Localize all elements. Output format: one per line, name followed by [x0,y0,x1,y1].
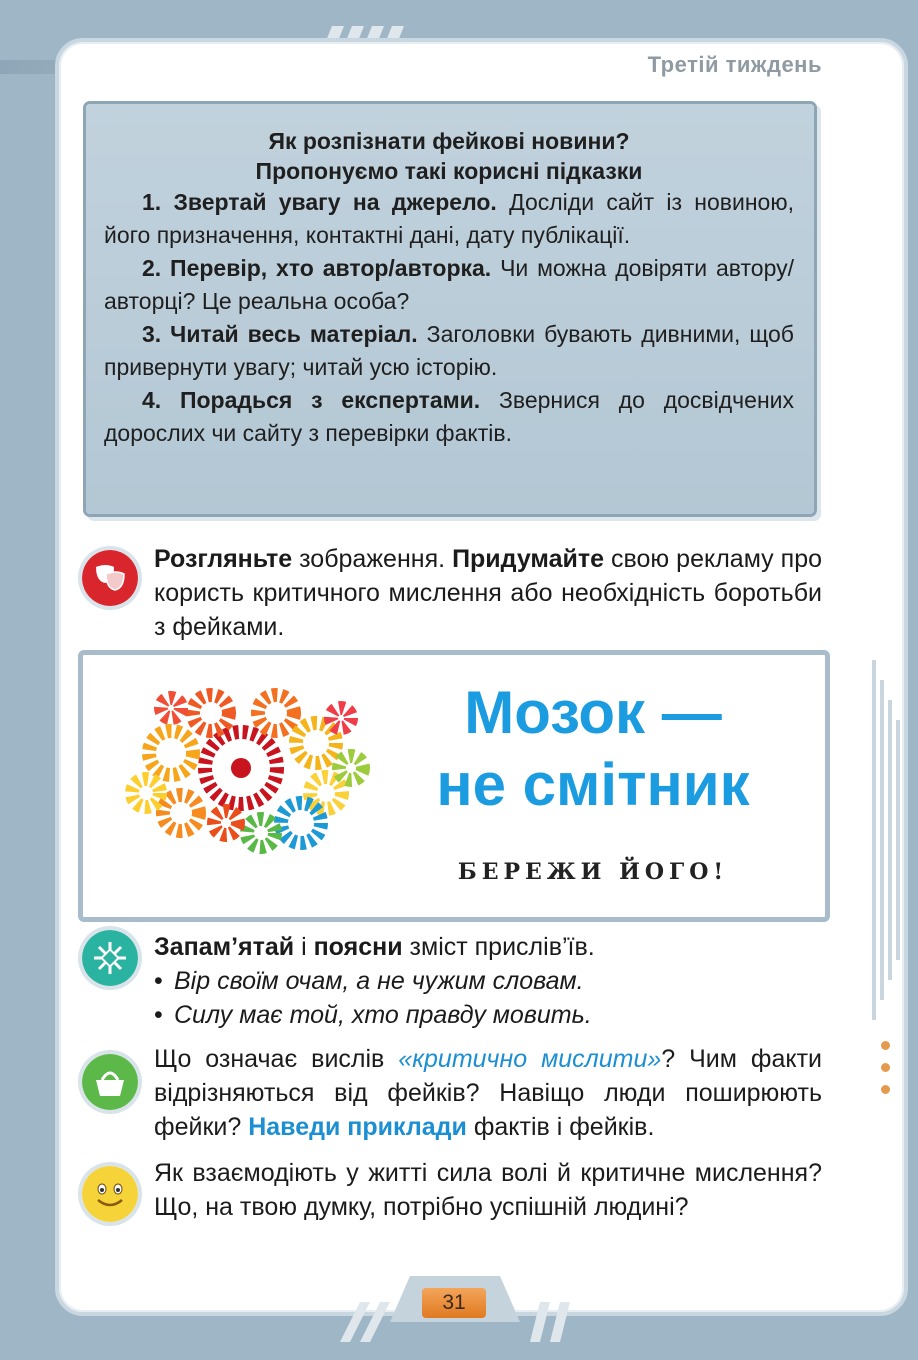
page-number: 31 [422,1288,486,1318]
side-dots-decor [880,1040,894,1106]
poster-title: Мозок — не смітник [436,679,750,818]
proverb-1: • Вір своїм очам, а не чужим словам. [154,964,822,998]
tip-item-2: 2. Перевір, хто автор/авторка. Чи можна довіряти автору/авторці? Це реальна особа? [104,255,794,314]
task-willpower-text: Як взаємодіють у житті сила волі й критичне мислення? Що, на твою думку, потрібно успішній людині? [154,1159,822,1221]
fake-news-tips-box [86,104,814,514]
task-critical-thinking-text: Що означає вислів «критично мислити»? Чим факти відрізняються від фейків? Навіщо люди поширюють фейки? Наведи приклади фактів і фейків. [154,1045,823,1141]
brain-poster [78,650,830,922]
task-proverbs-text: Запам’ятай і поясни зміст прислів’їв. • Вір своїм очам, а не чужим словам. • Силу має той, хто правду мовить. [154,930,822,1032]
tip-item-4: 4. Порадься з експертами. Звернися до досвідчених дорослих чи сайту з перевірки фактів. [104,387,794,446]
gears-brain-icon [111,673,381,883]
page-number-tab [330,1262,580,1342]
poster-subtitle: БЕРЕЖИ ЙОГО! [457,859,729,885]
task-ad-idea-text: Розгляньте зображення. Придумайте свою рекламу про користь критичного мислення або необхідність боротьби з фейками. [154,545,823,641]
tips-title-line1: Як розпізнати фейкові новини? [268,128,630,154]
tip-item-3: 3. Читай весь матеріал. Заголовки бувають дивними, щоб привернути увагу; читай усю історію. [104,321,794,380]
tips-title-line2: Пропонуємо такі корисні підказки [255,158,643,184]
basket-icon [82,1054,138,1110]
theatre-masks-icon [82,550,138,606]
week-label: Третій тиждень [647,52,822,77]
tip-item-1: 1. Звертай увагу на джерело. Досліди сайт із новиною, його призначення, контактні дані, дату публікації. [104,189,794,248]
side-stripes-decor [868,660,908,1020]
smiley-icon [82,1166,138,1222]
proverb-2: • Силу має той, хто правду мовить. [154,998,822,1032]
